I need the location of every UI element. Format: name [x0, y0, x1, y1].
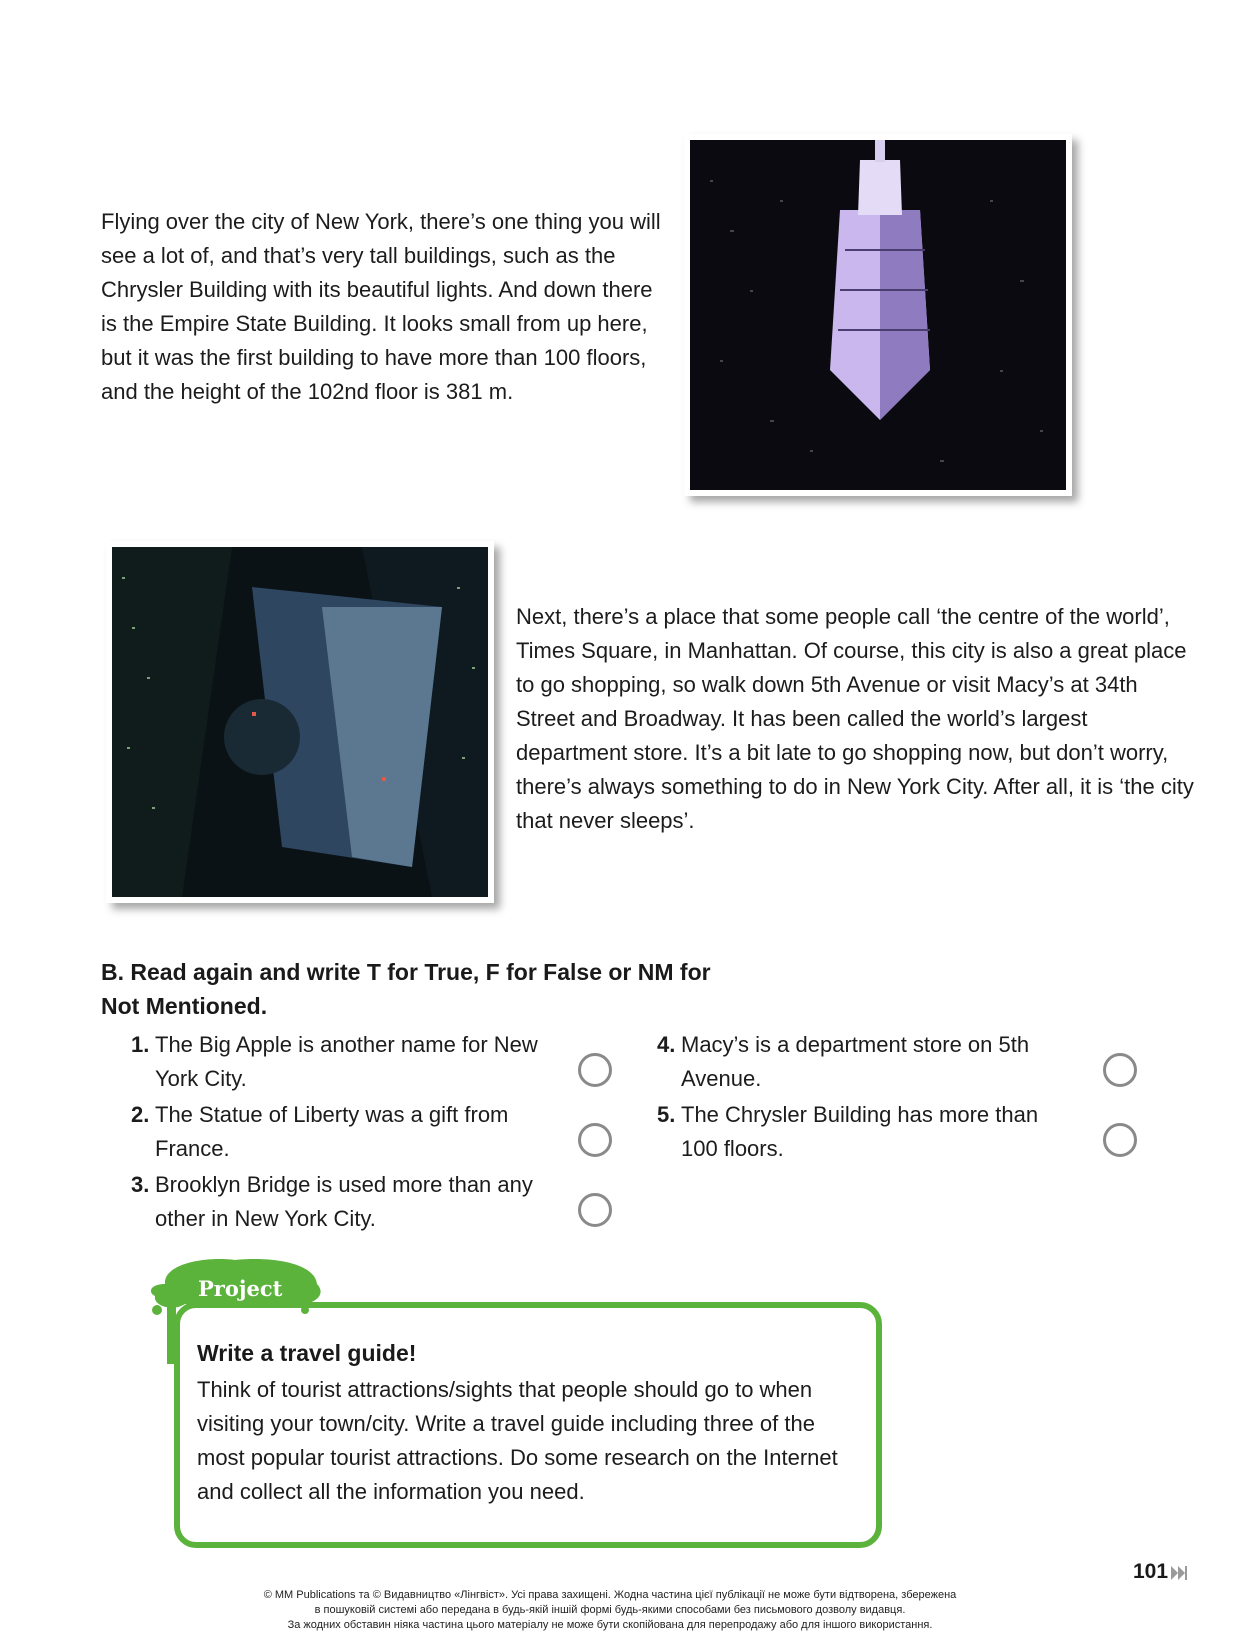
item-number: 3. [131, 1172, 150, 1197]
answer-circle-3[interactable] [578, 1193, 612, 1227]
item-number: 5. [657, 1102, 676, 1127]
answer-circle-4[interactable] [1103, 1053, 1137, 1087]
item-text: The Big Apple is another name for New York City. [155, 1032, 538, 1091]
item-text: Brooklyn Bridge is used more than any other in New York City. [155, 1172, 533, 1231]
copyright-footer [160, 1588, 1060, 1633]
item-text: The Statue of Liberty was a gift from France. [155, 1102, 509, 1161]
footer-line-3: За жодних обставин ніяка частина цього матеріалу не може бути скопійована для перепродажу або для іншого використання. [287, 1619, 933, 1631]
times-square-photo [106, 541, 494, 903]
item-text: The Chrysler Building has more than 100 floors. [681, 1102, 1039, 1161]
project-body: Think of tourist attractions/sights that people should go to when visiting your town/city. Write a travel guide including three of the most popular tourist attractions. Do some research on the Internet and collect all the information you need. [197, 1377, 838, 1504]
empire-state-building-photo [684, 134, 1072, 496]
item-number: 4. [657, 1032, 676, 1057]
answer-circle-1[interactable] [578, 1053, 612, 1087]
footer-line-1: © MM Publications та © Видавництво «Лінгвіст». Усі права захищені. Жодна частина цієї публікації не може бути відтворена, збережена [263, 1589, 957, 1601]
project-title: Write a travel guide! [197, 1340, 417, 1366]
item-number: 2. [131, 1102, 150, 1127]
footer-line-2: в пошуковій системі або передана в будь-якій іншій формі будь-якими способами без письмового дозволу видавця. [314, 1604, 906, 1616]
answer-circle-2[interactable] [578, 1123, 612, 1157]
item-text: Macy’s is a department store on 5th Avenue. [681, 1032, 1030, 1091]
reading-paragraph-2: Next, there’s a place that some people call ‘the centre of the world’, Times Square, in Manhattan. Of course, this city is also a great place to go shopping, so walk down 5th Avenue or visit Macy’s at 34th Street and Broadway. It has been called the world’s largest department store. It’s a bit late to go shopping now, but don’t worry, there’s always something to do in New York City. After all, it is ‘the city that never sleeps’. [516, 604, 1194, 833]
exercise-heading: B. Read again and write T for True, F for False or NM for Not Mentioned. [101, 959, 711, 1019]
item-number: 1. [131, 1032, 150, 1057]
page-number: 101 [1133, 1560, 1169, 1583]
answer-circle-5[interactable] [1103, 1123, 1137, 1157]
fast-forward-icon [1171, 1566, 1187, 1580]
project-label: Project [198, 1276, 283, 1301]
reading-paragraph-1: Flying over the city of New York, there’s one thing you will see a lot of, and that’s very tall buildings, such as the Chrysler Building with its beautiful lights. And down there is the Empire State Building. It looks small from up here, but it was the first building to have more than 100 floors, and the height of the 102nd floor is 381 m. [101, 209, 661, 404]
